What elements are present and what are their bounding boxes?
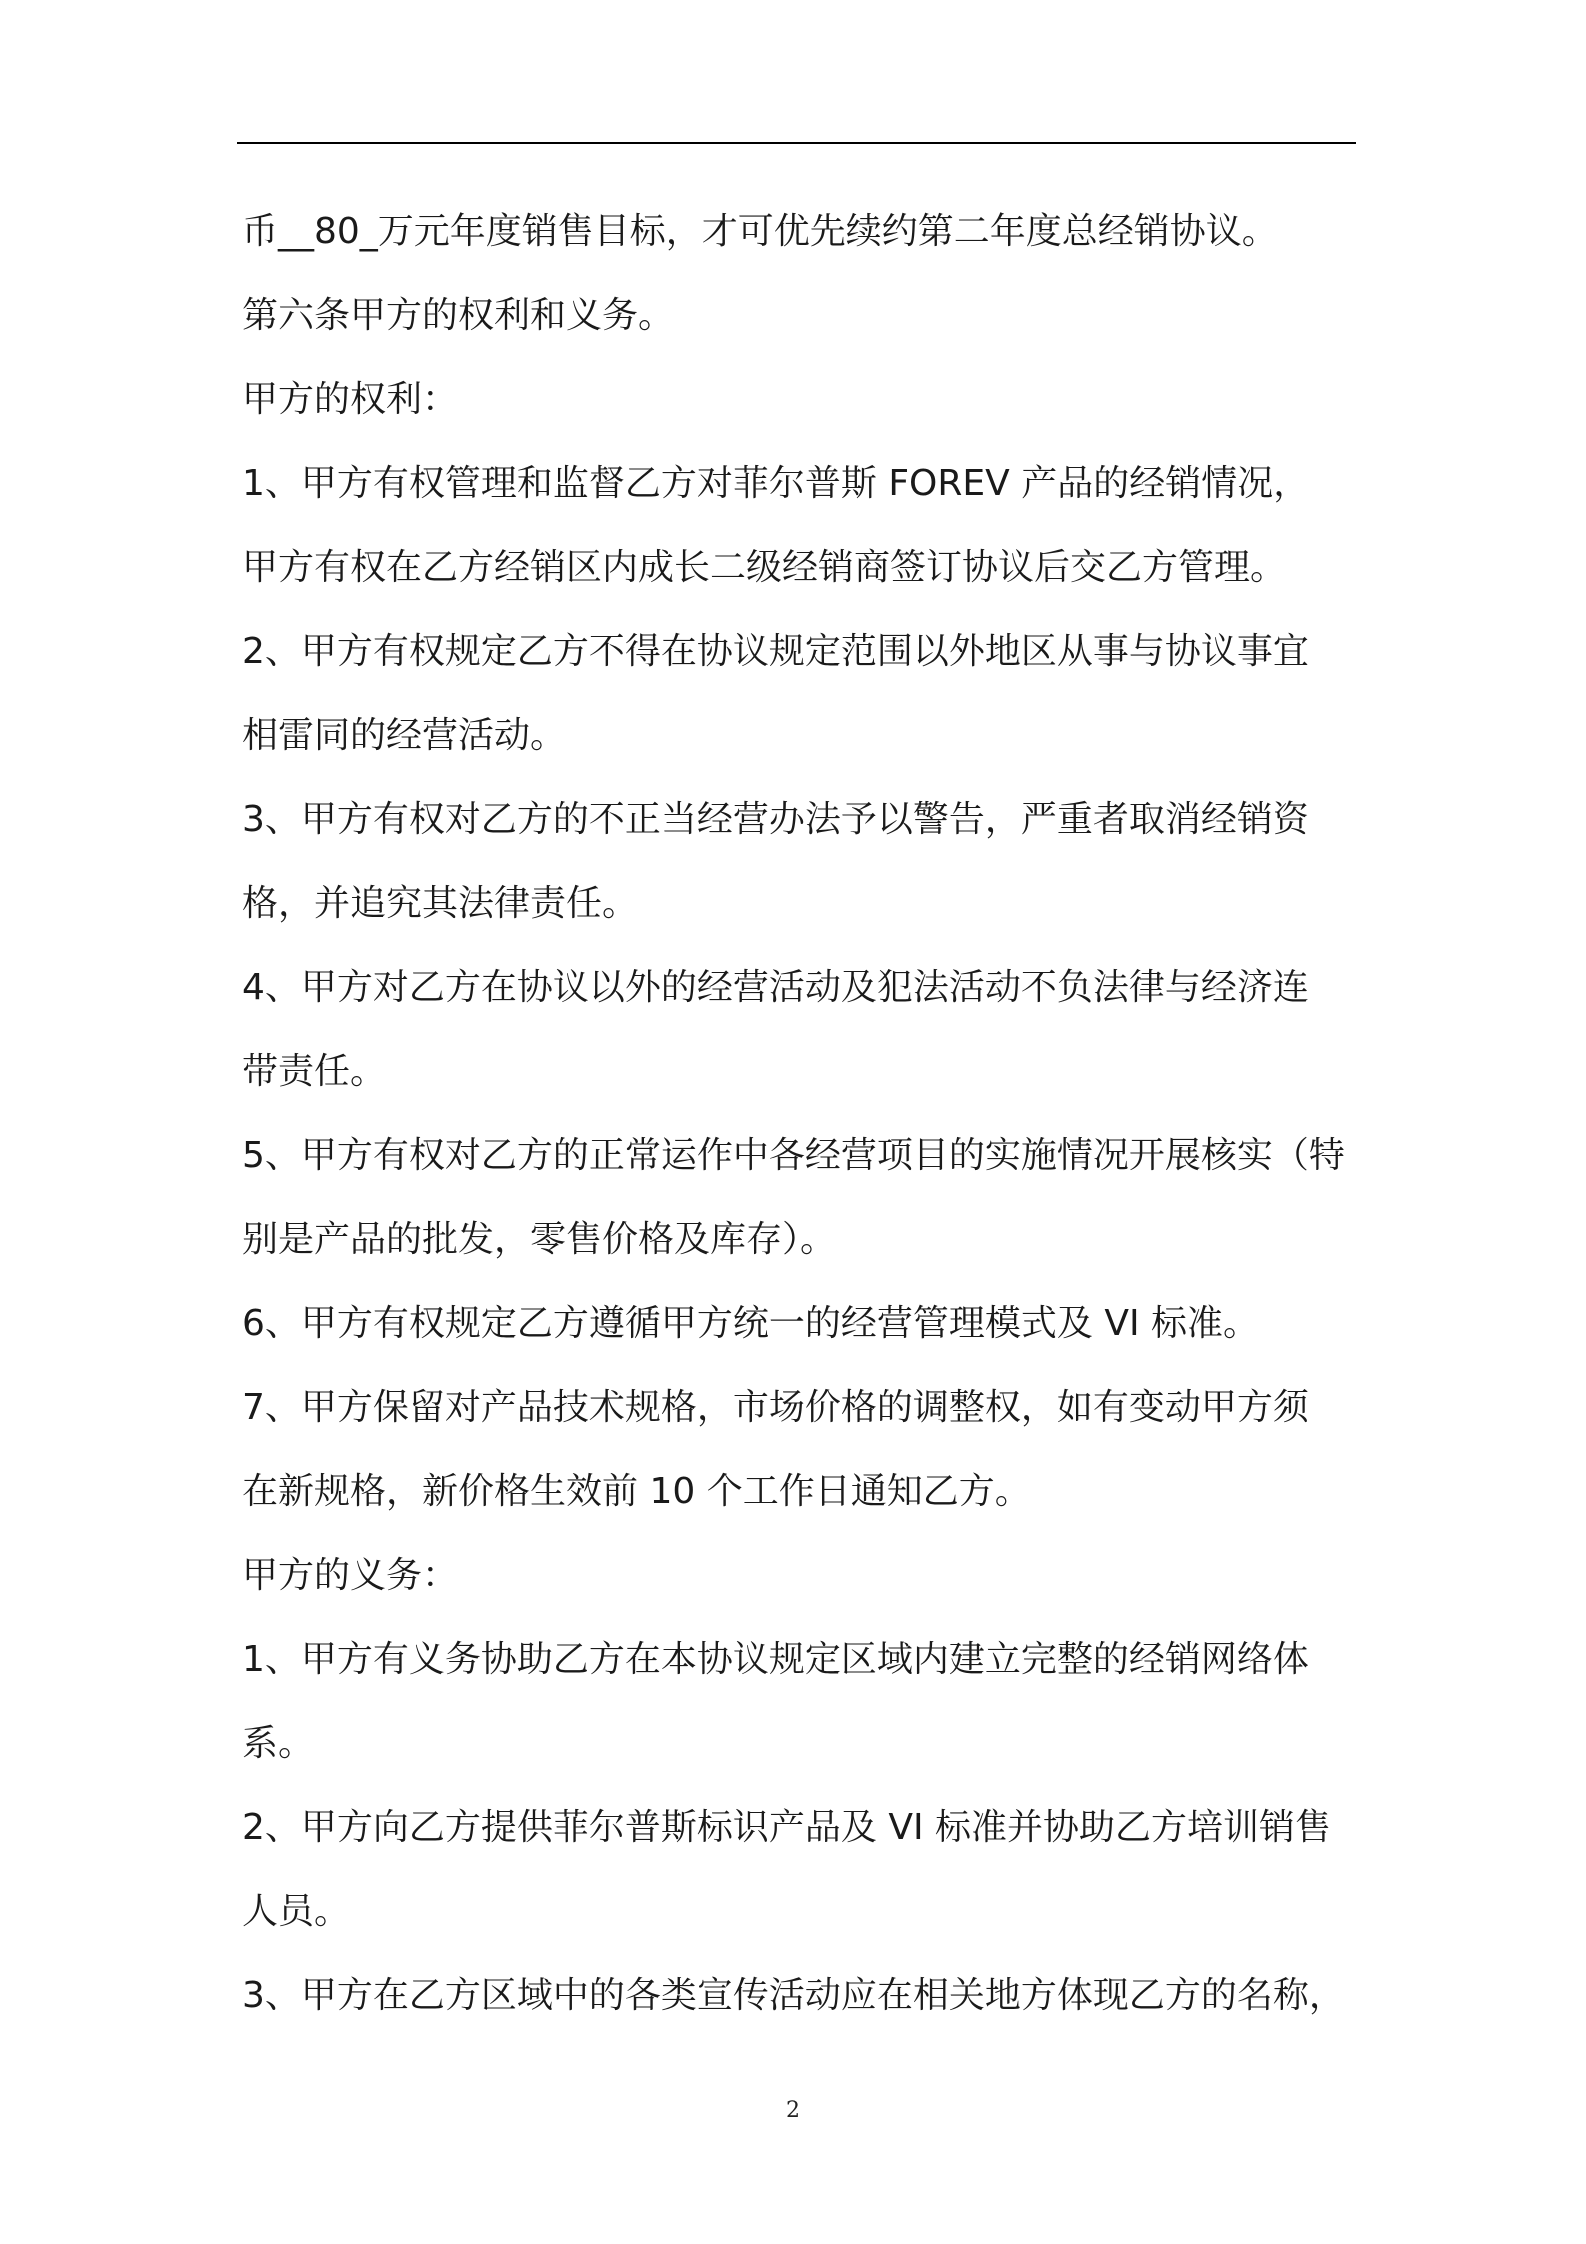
- text-line: 3、甲方有权对乙方的不正当经营办法予以警告，严重者取消经销资: [242, 799, 1309, 840]
- text-line: 1、甲方有义务协助乙方在本协议规定区域内建立完整的经销网络体: [242, 1639, 1309, 1680]
- text-line: 7、甲方保留对产品技术规格，市场价格的调整权，如有变动甲方须: [242, 1387, 1309, 1428]
- text-line: 在新规格，新价格生效前 10 个工作日通知乙方。: [242, 1471, 1031, 1512]
- text-line: 3、甲方在乙方区域中的各类宣传活动应在相关地方体现乙方的名称，: [242, 1975, 1345, 2016]
- text-line: 相雷同的经营活动。: [242, 715, 567, 756]
- text-line: 币__80_万元年度销售目标，才可优先续约第二年度总经销协议。: [242, 211, 1278, 252]
- text-line: 格，并追究其法律责任。: [242, 883, 639, 924]
- text-line: 5、甲方有权对乙方的正常运作中各经营项目的实施情况开展核实（特: [242, 1135, 1345, 1176]
- text-line: 4、甲方对乙方在协议以外的经营活动及犯法活动不负法律与经济连: [242, 967, 1309, 1008]
- text-line: 甲方有权在乙方经销区内成长二级经销商签订协议后交乙方管理。: [242, 547, 1287, 588]
- text-line: 系。: [242, 1723, 315, 1764]
- subsection-heading: 甲方的义务：: [242, 1555, 459, 1596]
- page-number: 2: [786, 2098, 800, 2123]
- text-line: 带责任。: [242, 1051, 387, 1092]
- text-line: 1、甲方有权管理和监督乙方对菲尔普斯 FOREV 产品的经销情况，: [242, 463, 1310, 504]
- document-body: [242, 190, 1357, 2038]
- text-line: 人员。: [242, 1891, 351, 1932]
- text-line: 2、甲方向乙方提供菲尔普斯标识产品及 VI 标准并协助乙方培训销售: [242, 1807, 1332, 1848]
- subsection-heading: 甲方的权利：: [242, 379, 459, 420]
- text-line: 别是产品的批发，零售价格及库存）。: [242, 1219, 837, 1260]
- section-heading: 第六条甲方的权利和义务。: [242, 295, 675, 336]
- text-line: 2、甲方有权规定乙方不得在协议规定范围以外地区从事与协议事宜: [242, 631, 1309, 672]
- text-line: 6、甲方有权规定乙方遵循甲方统一的经营管理模式及 VI 标准。: [242, 1303, 1260, 1344]
- header-rule: [237, 142, 1356, 144]
